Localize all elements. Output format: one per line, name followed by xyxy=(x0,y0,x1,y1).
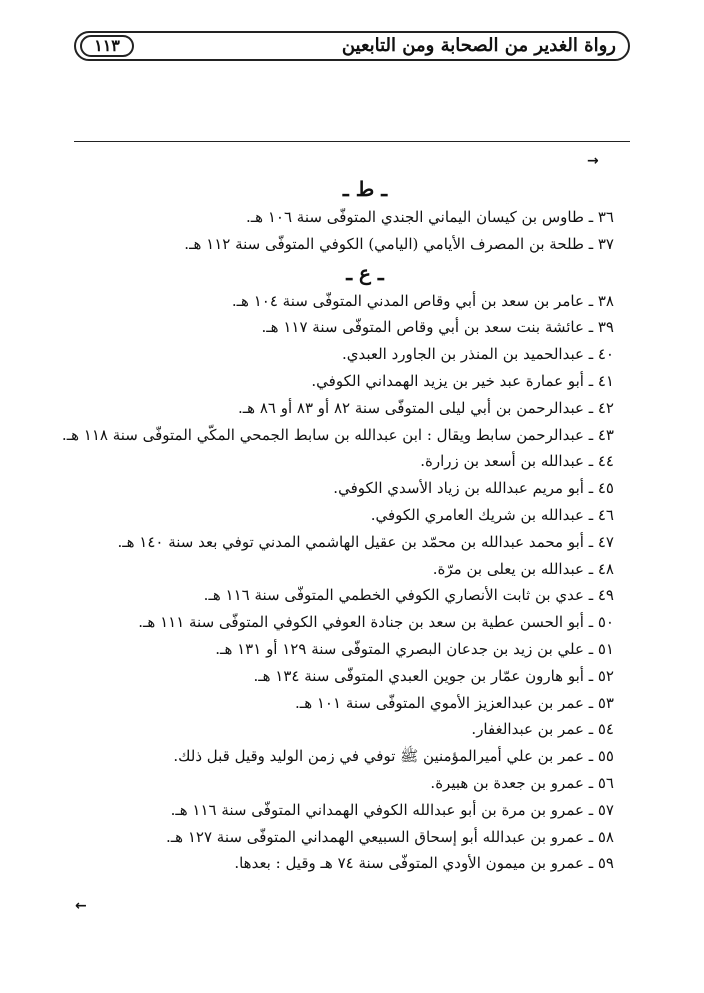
list-item: ٥٤ ـ عمر بن عبدالغفار. xyxy=(471,720,614,739)
list-item: ٥٧ ـ عمرو بن مرة بن أبو عبدالله الكوفي الهمداني المتوفّى سنة ١١٦ هـ. xyxy=(170,800,614,819)
list-item: ٥٥ ـ عمر بن علي أميرالمؤمنين ﷺ توفي في زمن الوليد وقيل قبل ذلك. xyxy=(173,747,614,766)
running-title: رواة الغدير من الصحابة ومن التابعين xyxy=(341,35,616,56)
list-item: ٥٢ ـ أبو هارون عمّار بن جوين العبدي المتوفّى سنة ١٣٤ هـ. xyxy=(253,666,614,685)
continuation-arrow-icon: ← xyxy=(75,898,87,914)
list-item: ٣٨ ـ عامر بن سعد بن أبي وقاص المدني المتوفّى سنة ١٠٤ هـ. xyxy=(231,291,614,310)
list-item: ٤٨ ـ عبدالله بن يعلى بن مرّة. xyxy=(432,559,614,578)
list-item: ٣٦ ـ طاوس بن كيسان اليماني الجندي المتوفّى سنة ١٠٦ هـ. xyxy=(246,208,614,226)
continuation-arrow-icon: → xyxy=(587,153,599,169)
list-item: ٥٠ ـ أبو الحسن عطية بن سعد بن جنادة العوفي الكوفي المتوفّى سنة ١١١ هـ. xyxy=(138,613,614,632)
list-item: ٤٣ ـ عبدالرحمن سابط ويقال : ابن عبدالله بن سابط الجمحي المكّي المتوفّى سنة ١١٨ هـ. xyxy=(61,425,614,444)
page-number: ١١٣ xyxy=(80,35,134,57)
list-item: ٥٦ ـ عمرو بن جعدة بن هبيرة. xyxy=(430,773,614,792)
list-item: ٣٧ ـ طلحة بن المصرف الأيامي (اليامي) الكوفي المتوفّى سنة ١١٢ هـ. xyxy=(184,234,614,253)
list-item: ٤٦ ـ عبدالله بن شريك العامري الكوفي. xyxy=(370,505,614,524)
section-heading: ـ ع ـ xyxy=(346,260,384,285)
header-divider xyxy=(74,141,630,142)
list-item: ٣٩ ـ عائشة بنت سعد بن أبي وقاص المتوفّى سنة ١١٧ هـ. xyxy=(261,318,614,337)
list-item: ٤٢ ـ عبدالرحمن بن أبي ليلى المتوفّى سنة ٨٢ أو ٨٣ أو ٨٦ هـ. xyxy=(237,398,614,417)
list-item: ٤٥ ـ أبو مريم عبدالله بن زياد الأسدي الكوفي. xyxy=(333,479,614,498)
list-item: ٥٨ ـ عمرو بن عبدالله أبو إسحاق السبيعي الهمداني المتوفّى سنة ١٢٧ هـ. xyxy=(166,827,614,846)
running-header xyxy=(74,31,630,61)
section-heading: ـ ط ـ xyxy=(342,177,388,201)
list-item: ٥٣ ـ عمر بن عبدالعزيز الأموي المتوفّى سنة ١٠١ هـ. xyxy=(295,693,614,712)
entries-list xyxy=(61,174,620,877)
list-item: ٤٤ ـ عبدالله بن أسعد بن زرارة. xyxy=(420,452,614,471)
list-item: ٥١ ـ علي بن زيد بن جدعان البصري المتوفّى سنة ١٢٩ أو ١٣١ هـ. xyxy=(215,639,614,658)
list-item: ٥٩ ـ عمرو بن ميمون الأودي المتوفّى سنة ٧٤ هـ وقيل : بعدها. xyxy=(234,854,614,873)
list-item: ٤٠ ـ عبدالحميد بن المنذر بن الجاورد العبدي. xyxy=(341,345,614,364)
list-item: ٤١ ـ أبو عمارة عبد خير بن يزيد الهمداني الكوفي. xyxy=(311,371,614,390)
list-item: ٤٩ ـ عدي بن ثابت الأنصاري الكوفي الخطمي المتوفّى سنة ١١٦ هـ. xyxy=(203,586,614,605)
list-item: ٤٧ ـ أبو محمد عبدالله بن محمّد بن عقيل الهاشمي المدني توفي بعد سنة ١٤٠ هـ. xyxy=(117,532,614,551)
